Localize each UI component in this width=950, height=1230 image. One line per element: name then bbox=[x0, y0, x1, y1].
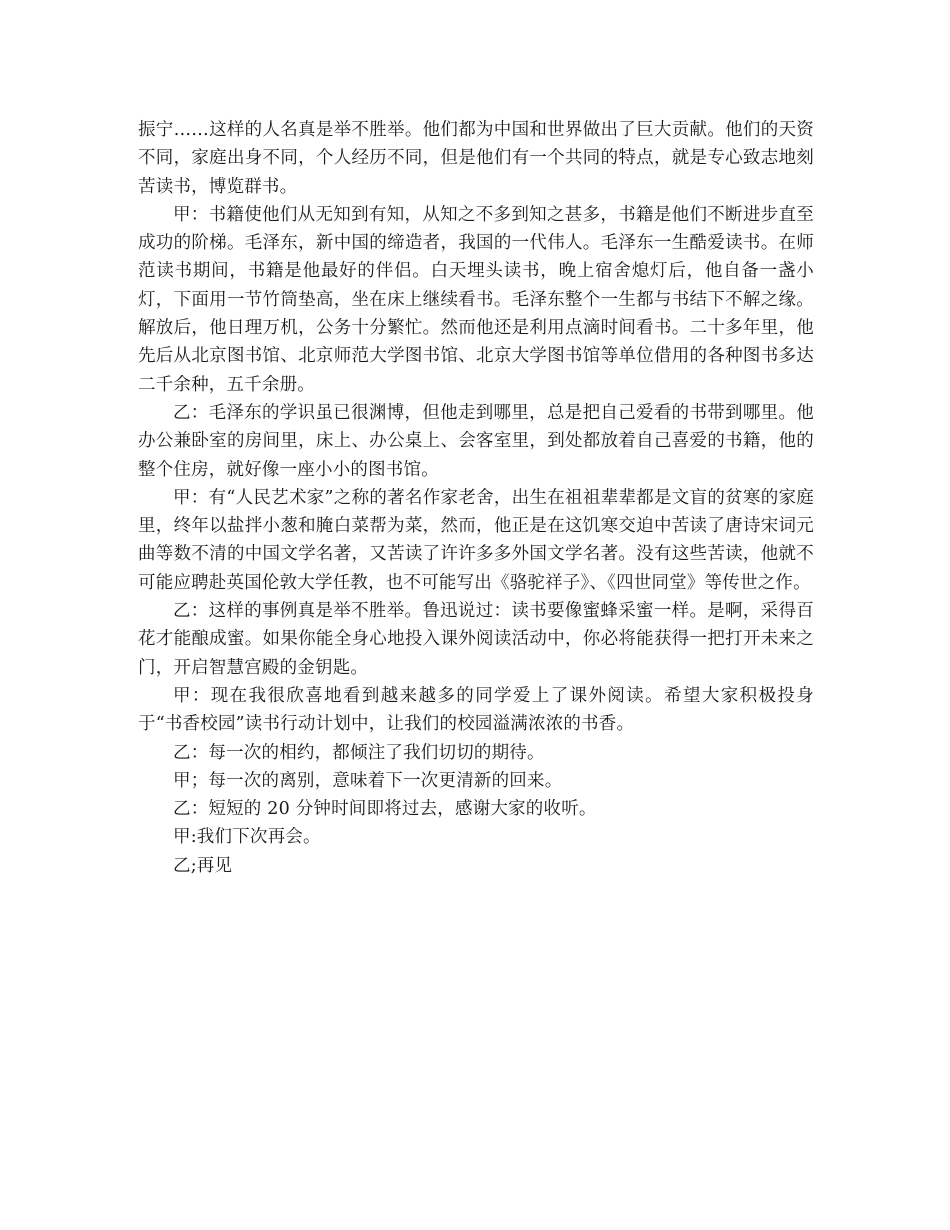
paragraph-yi-meeting: 乙：每一次的相约，都倾注了我们切切的期待。 bbox=[173, 742, 545, 763]
paragraph-yi-lu-xun: 乙：这样的事例真是举不胜举。鲁迅说过：读书要像蜜蜂采蜜一样。是啊，采得百花才能酿成蜜。如果你能全身心地投入课外阅读活动中，你必将能获得一把打开未来之门，开启智慧宫殿的金钥匙。 bbox=[138, 601, 814, 678]
paragraph-yi-farewell: 乙;再见 bbox=[173, 855, 233, 876]
document-page bbox=[138, 116, 814, 880]
paragraph-yi-thanks: 乙：短短的 20 分钟时间即将过去，感谢大家的收听。 bbox=[173, 799, 597, 820]
paragraph-jia-parting: 甲；每一次的离别，意味着下一次更清新的回来。 bbox=[173, 770, 563, 791]
paragraph-jia-mao-zedong-reading: 甲：书籍使他们从无知到有知，从知之不多到知之甚多，书籍是他们不断进步直至成功的阶梯。毛泽东，新中国的缔造者，我国的一代伟人。毛泽东一生酷爱读书。在师范读书期间，书籍是他最好的伴侣。白天埋头读书，晚上宿舍熄灯后，他自备一盏小灯，下面用一节竹筒垫高，坐在床上继续看书。毛泽东整个一生都与书结下不解之缘。解放后，他日理万机，公务十分繁忙。然而他还是利用点滴时间看书。二十多年里，他先后从北京图书馆、北京师范大学图书馆、北京大学图书馆等单位借用的各种图书多达二千余种，五千余册。 bbox=[138, 204, 814, 395]
paragraph-jia-book-campus: 甲：现在我很欣喜地看到越来越多的同学爱上了课外阅读。希望大家积极投身于“书香校园”读书行动计划中，让我们的校园溢满浓浓的书香。 bbox=[138, 685, 814, 735]
paragraph-yi-mao-zedong-library: 乙：毛泽东的学识虽已很渊博，但他走到哪里，总是把自己爱看的书带到哪里。他办公兼卧室的房间里，床上、办公桌上、会客室里，到处都放着自己喜爱的书籍，他的整个住房，就好像一座小小的图书馆。 bbox=[138, 402, 814, 480]
paragraph-jia-lao-she: 甲：有“人民艺术家”之称的著名作家老舍，出生在祖祖辈辈都是文盲的贫寒的家庭里，终年以盐拌小葱和腌白菜帮为菜，然而，他正是在这饥寒交迫中苦读了唐诗宋词元曲等数不清的中国文学名著，又苦读了许许多多外国文学名著。没有这些苦读，他就不可能应聘赴英国伦敦大学任教，也不可能写出《骆驼祥子》、《四世同堂》等传世之作。 bbox=[138, 487, 814, 593]
paragraph-intro-continuation: 振宁……这样的人名真是举不胜举。他们都为中国和世界做出了巨大贡献。他们的天资不同，家庭出身不同，个人经历不同，但是他们有一个共同的特点，就是专心致志地刻苦读书，博览群书。 bbox=[138, 120, 814, 197]
paragraph-jia-goodbye: 甲:我们下次再会。 bbox=[173, 827, 321, 848]
